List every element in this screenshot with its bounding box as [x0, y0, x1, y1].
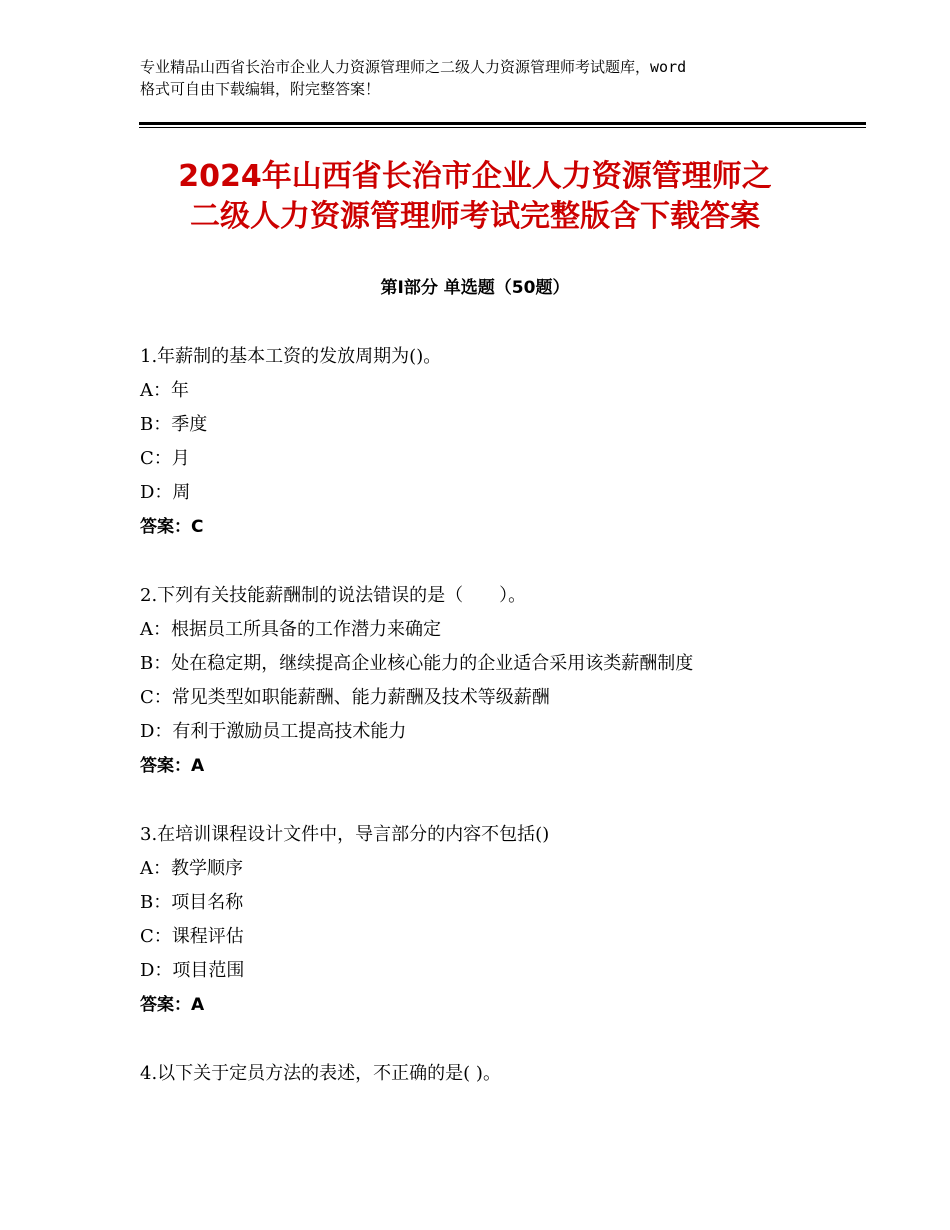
option-d: D：周: [140, 482, 191, 503]
header-rule-thick: [139, 122, 866, 125]
header-rule-thin: [139, 127, 866, 128]
question-stem: 1.年薪制的基本工资的发放周期为()。: [140, 346, 442, 367]
option-a: A：根据员工所具备的工作潜力来确定: [140, 619, 441, 640]
option-b: B：季度: [140, 414, 208, 435]
option-a: A：年: [140, 380, 189, 401]
option-d: D：有利于激励员工提高技术能力: [140, 721, 407, 742]
document-title-line-1: 2024年山西省长治市企业人力资源管理师之: [178, 159, 772, 194]
option-a: A：教学顺序: [140, 858, 243, 879]
question-4: [140, 1057, 840, 1091]
header-note-line-1: 专业精品山西省长治市企业人力资源管理师之二级人力资源管理师考试题库，word: [140, 58, 687, 76]
option-c: C：常见类型如职能薪酬、能力薪酬及技术等级薪酬: [140, 687, 550, 708]
option-d: D：项目范围: [140, 960, 245, 981]
question-stem: 4.以下关于定员方法的表述，不正确的是( )。: [140, 1063, 501, 1084]
question-3: [140, 818, 840, 1022]
document-title-line-2: 二级人力资源管理师考试完整版含下载答案: [190, 199, 760, 234]
question-2: [140, 579, 840, 783]
option-c: C：月: [140, 448, 190, 469]
answer: 答案：A: [140, 756, 205, 776]
question-stem: 2.下列有关技能薪酬制的说法错误的是（ ）。: [140, 585, 527, 606]
header-note: [140, 56, 840, 100]
option-b: B：处在稳定期，继续提高企业核心能力的企业适合采用该类薪酬制度: [140, 653, 694, 674]
section-title: 第Ⅰ部分 单选题（50题）: [380, 278, 570, 298]
option-c: C：课程评估: [140, 926, 244, 947]
document-title: [110, 157, 840, 237]
answer: 答案：A: [140, 995, 205, 1015]
option-b: B：项目名称: [140, 892, 244, 913]
question-1: [140, 340, 840, 544]
header-note-line-2: 格式可自由下载编辑，附完整答案！: [140, 80, 381, 98]
question-stem: 3.在培训课程设计文件中，导言部分的内容不包括(): [140, 824, 550, 845]
answer: 答案：C: [140, 517, 204, 537]
